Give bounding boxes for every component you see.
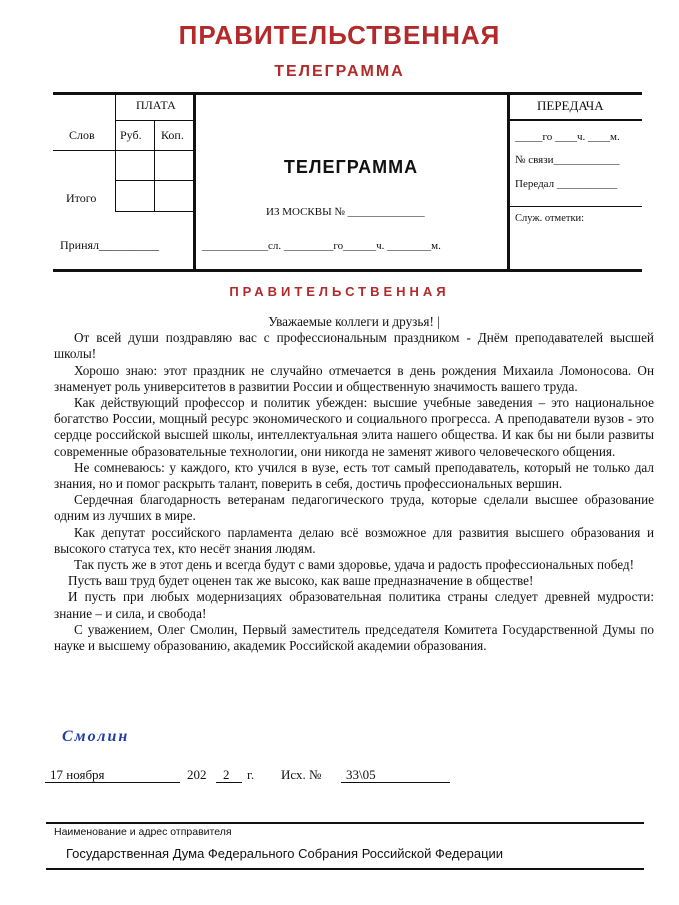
sluzh-label: Служ. отметки: [515, 213, 585, 224]
sender-name: Государственная Дума Федерального Собрания Российской Федерации [66, 846, 504, 861]
slov-label: Слов [69, 128, 95, 142]
footer-ref-value: 33\05 [346, 767, 376, 782]
prinyal-label: Принял__________ [60, 238, 160, 252]
letter-paragraph: Как депутат российского парламента делаю всё возможное для развития высшего образования и высокого статуса тех, кто несёт знания людям. [54, 524, 654, 556]
letter-paragraph: Как действующий профессор и политик убежден: высшие учебные заведения – это национальное богатство России, мощный ресурс экономического и социального прогресса. А преподаватели вузов - это сердце российской высшей школы, интеллектуальная элита нашего общества. И как бы ни были развиты современные образовательные технологии, они никогда не заменят живого человеческого общения. [54, 395, 654, 459]
footer-year-digit: 2 [223, 767, 230, 782]
letter-paragraph: Хорошо знаю: этот праздник не случайно отмечается в день рождения Михаила Ломоносова. Он знаменует роль университетов в развитии России и общественную значимость вашего труда. [54, 362, 654, 394]
signature: Смолин [62, 728, 130, 745]
letter-paragraph: И пусть при любых модернизациях образовательная политика страны следует древней мудрости: знание – и сила, и свобода! [54, 589, 654, 621]
sender-title: Наименование и адрес отправителя [54, 826, 232, 838]
footer-year-prefix: 202 [187, 767, 207, 782]
peredal-line: Передал ___________ [515, 178, 618, 190]
itogo-label: Итого [66, 191, 97, 205]
from-line: ИЗ МОСКВЫ № ______________ [266, 206, 425, 218]
letter-paragraph: Сердечная благодарность ветеранам педагогического труда, которые сделали высшее образование одним из лучших в мире. [54, 492, 654, 524]
letter-paragraph: С уважением, Олег Смолин, Первый заместитель председателя Комитета Государственной Думы по науке и высшему образованию, академик Российской академии образования. [54, 621, 654, 654]
letter-paragraph: Так пусть же в этот день и всегда будут с вами здоровье, удача и радость профессиональных побед! [74, 557, 635, 573]
kop-label: Коп. [161, 128, 184, 142]
sender-bottom-rule [46, 868, 644, 870]
time-line: _____го ____ч. ____м. [515, 131, 620, 143]
footer-date: 17 ноября [50, 767, 105, 782]
footer-year-suffix: г. [247, 767, 255, 782]
peredacha-label: ПЕРЕДАЧА [537, 98, 604, 113]
sender-top-rule [46, 822, 644, 824]
footer-ref-label: Исх. № [281, 767, 322, 782]
letter-body [54, 314, 654, 654]
letter-paragraph: Не сомневаюсь: у каждого, кто учился в вузе, есть тот самый преподаватель, который не только дал знания, но и помог раскрыть талант, поверить в себя, достичь профессиональных вершин. [54, 459, 654, 492]
letter-greeting: Уважаемые коллеги и друзья! | [268, 314, 440, 329]
rub-label: Руб. [120, 128, 142, 142]
header-subtitle: ТЕЛЕГРАММА [274, 63, 405, 80]
svyazi-line: № связи____________ [515, 154, 620, 166]
letter-paragraph: Пусть ваш труд будет оценен так же высоко, как ваше предназначение в обществе! [68, 573, 534, 589]
ribbon-label: ПРАВИТЕЛЬСТВЕННАЯ [229, 284, 450, 299]
header-title: ПРАВИТЕЛЬСТВЕННАЯ [178, 20, 501, 50]
letter-paragraph: От всей души поздравляю вас с профессиональным праздником - Днём преподавателей высшей школы! [54, 330, 654, 362]
date-line: ____________сл. _________го______ч. ________м. [202, 240, 441, 252]
form-center-title: ТЕЛЕГРАММА [283, 157, 419, 177]
plata-label: ПЛАТА [136, 98, 176, 112]
